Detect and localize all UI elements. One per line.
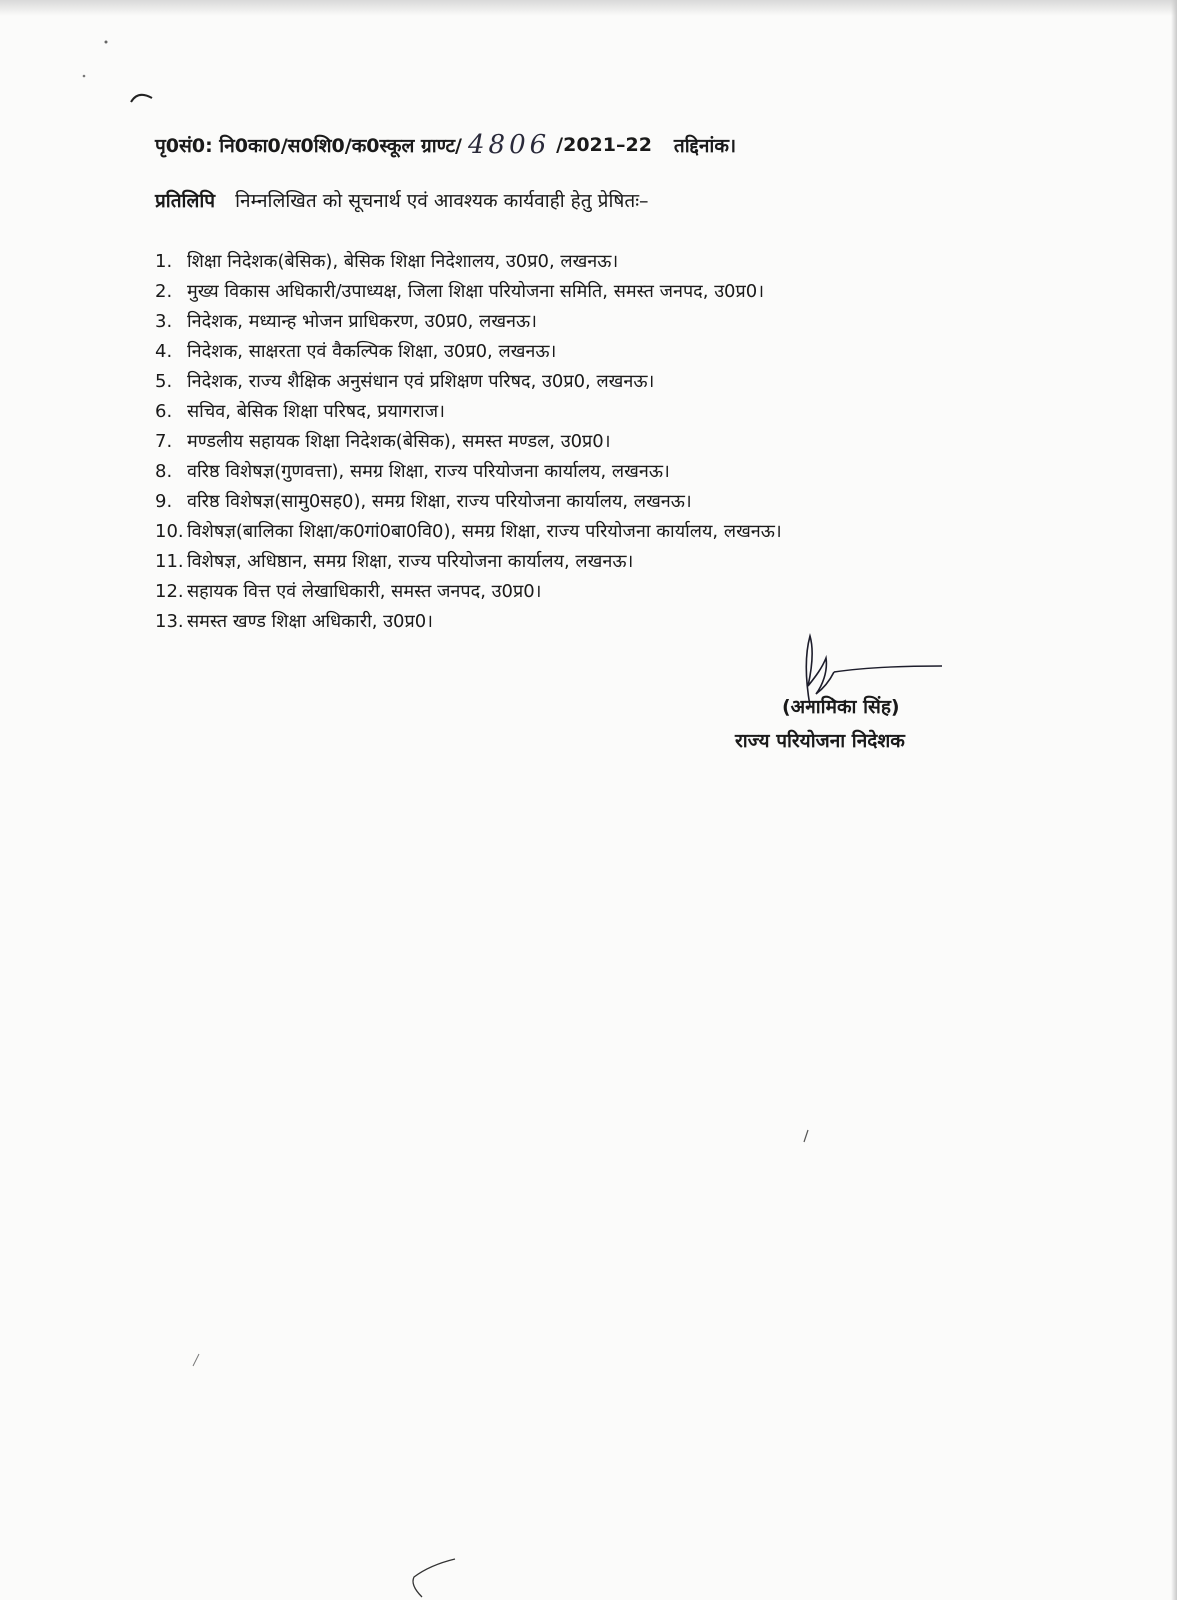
signatory-designation: राज्य परियोजना निदेशक <box>735 730 905 752</box>
list-item <box>155 307 1155 337</box>
item-text: विशेषज्ञ(बालिका शिक्षा/क0गां0बा0वि0), समग्र शिक्षा, राज्य परियोजना कार्यालय, लखनऊ। <box>187 521 782 542</box>
signatory-name: (अनामिका सिंह) <box>782 696 900 718</box>
scan-shadow-right <box>1171 0 1177 1600</box>
item-text: निदेशक, राज्य शैक्षिक अनुसंधान एवं प्रशिक्षण परिषद, उ0प्र0, लखनऊ। <box>187 371 655 392</box>
reference-line <box>155 130 736 160</box>
item-text: विशेषज्ञ, अधिष्ठान, समग्र शिक्षा, राज्य परियोजना कार्यालय, लखनऊ। <box>187 551 634 572</box>
copy-to-text: निम्नलिखित को सूचनार्थ एवं आवश्यक कार्यवाही हेतु प्रेषितः– <box>235 190 649 212</box>
scan-shadow-top <box>0 0 1177 16</box>
item-text: सहायक वित्त एवं लेखाधिकारी, समस्त जनपद, उ0प्र0। <box>187 581 542 602</box>
item-text: निदेशक, मध्यान्ह भोजन प्राधिकरण, उ0प्र0, लखनऊ। <box>187 311 537 332</box>
list-item <box>155 397 1155 427</box>
list-item <box>155 547 1155 577</box>
reference-prefix: पृ0सं0: नि0का0/स0शि0/क0स्कूल ग्राण्ट/ <box>155 135 462 157</box>
list-item <box>155 487 1155 517</box>
copy-to-label: प्रतिलिपि <box>155 190 216 212</box>
item-number: 13. <box>155 611 184 632</box>
list-item <box>155 427 1155 457</box>
copy-to-line <box>155 187 649 213</box>
list-item <box>155 277 1155 307</box>
reference-number-handwritten: 4806 <box>467 130 551 160</box>
list-item <box>155 577 1155 607</box>
item-number: 12. <box>155 581 184 602</box>
scan-speck <box>102 38 112 48</box>
list-item <box>155 337 1155 367</box>
item-number: 3. <box>155 311 173 332</box>
scan-speck <box>190 1352 202 1370</box>
item-text: समस्त खण्ड शिक्षा अधिकारी, उ0प्र0। <box>187 611 434 632</box>
item-number: 1. <box>155 251 173 272</box>
list-item <box>155 517 1155 547</box>
item-number: 9. <box>155 491 173 512</box>
item-text: वरिष्ठ विशेषज्ञ(सामु0सह0), समग्र शिक्षा, राज्य परियोजना कार्यालय, लखनऊ। <box>187 491 692 512</box>
scan-speck <box>80 72 90 82</box>
scan-mark-top-left <box>128 88 158 108</box>
item-number: 11. <box>155 551 184 572</box>
item-text: मुख्य विकास अधिकारी/उपाध्यक्ष, जिला शिक्षा परियोजना समिति, समस्त जनपद, उ0प्र0। <box>187 281 765 302</box>
list-item <box>155 247 1155 277</box>
list-item <box>155 607 1155 637</box>
recipient-list <box>155 247 1155 637</box>
item-number: 2. <box>155 281 173 302</box>
item-number: 4. <box>155 341 173 362</box>
reference-year: /2021–22 <box>556 134 652 156</box>
list-item <box>155 457 1155 487</box>
item-text: सचिव, बेसिक शिक्षा परिषद, प्रयागराज। <box>187 401 445 422</box>
item-number: 10. <box>155 521 184 542</box>
item-number: 6. <box>155 401 173 422</box>
item-text: मण्डलीय सहायक शिक्षा निदेशक(बेसिक), समस्त मण्डल, उ0प्र0। <box>187 431 611 452</box>
item-number: 7. <box>155 431 173 452</box>
item-number: 5. <box>155 371 173 392</box>
item-text: निदेशक, साक्षरता एवं वैकल्पिक शिक्षा, उ0प्र0, लखनऊ। <box>187 341 557 362</box>
scan-mark-bottom <box>400 1555 470 1600</box>
item-text: वरिष्ठ विशेषज्ञ(गुणवत्ता), समग्र शिक्षा, राज्य परियोजना कार्यालय, लखनऊ। <box>187 461 670 482</box>
item-text: शिक्षा निदेशक(बेसिक), बेसिक शिक्षा निदेशालय, उ0प्र0, लखनऊ। <box>187 251 619 272</box>
scan-speck <box>800 1128 812 1146</box>
list-item <box>155 367 1155 397</box>
reference-date-suffix: तद्दिनांक। <box>673 135 737 157</box>
item-number: 8. <box>155 461 173 482</box>
